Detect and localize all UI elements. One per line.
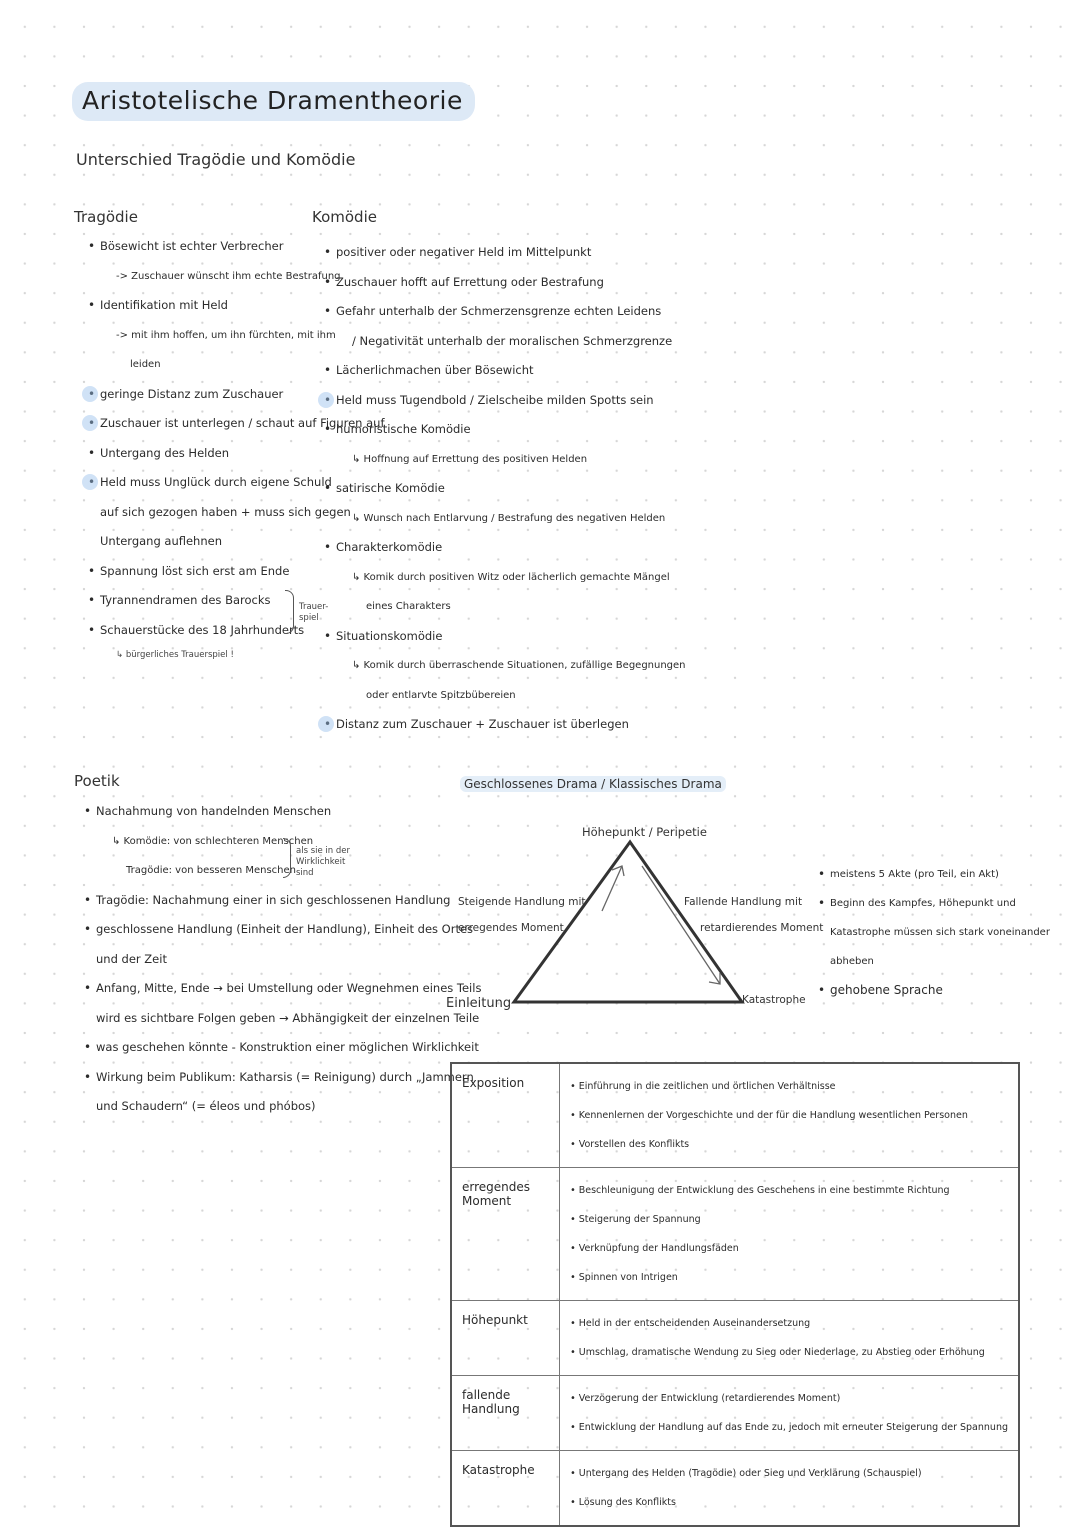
list-item: • Spannung löst sich erst am Ende: [86, 557, 385, 587]
list-item: -> mit ihm hoffen, um ihn fürchten, mit ihm: [116, 329, 336, 341]
note-item: • meistens 5 Akte (pro Teil, ein Akt): [816, 860, 1050, 889]
phase-description: [560, 1376, 1019, 1451]
bullet-icon: •: [570, 1110, 579, 1121]
phase-item: [570, 1413, 1008, 1442]
phase-item-text: Entwicklung der Handlung auf das Ende zu, jedoch mit erneuter Steigerung der Spannung: [578, 1422, 1008, 1433]
bullet-icon: •: [570, 1272, 579, 1283]
phase-item-text: Held in der entscheidenden Auseinandersetzung: [578, 1318, 811, 1329]
list-item: • Anfang, Mitte, Ende → bei Umstellung oder Wegnehmen eines Teils: [82, 974, 481, 1004]
section-subtitle: Unterschied Tragödie und Komödie: [76, 150, 356, 169]
list-item: • Zuschauer hofft auf Errettung oder Bestrafung: [322, 268, 686, 298]
falling-label-2: retardierendes Moment: [700, 922, 824, 934]
phase-item-text: Steigerung der Spannung: [578, 1214, 701, 1225]
end-label: Katastrophe: [742, 994, 806, 1006]
list-item: • was geschehen könnte - Konstruktion einer möglichen Wirklichkeit: [82, 1033, 481, 1063]
rising-label-2: erregendes Moment: [458, 922, 564, 934]
tragoedie-note: ↳ bürgerliches Trauerspiel !: [116, 650, 234, 660]
list-item: • Situationskomödie: [322, 622, 686, 652]
phase-item-text: Lösung des Konflikts: [578, 1497, 676, 1508]
list-item: • Lächerlichmachen über Bösewicht: [322, 356, 686, 386]
list-item: • Zuschauer ist unterlegen / schaut auf Figuren auf: [86, 409, 385, 439]
phase-description: [560, 1168, 1019, 1301]
bullet-icon: •: [570, 1468, 579, 1479]
bullet-icon: •: [570, 1185, 579, 1196]
bullet-icon: •: [570, 1081, 579, 1092]
phase-item: [570, 1263, 1008, 1292]
drama-notes: [816, 860, 1050, 1005]
note-item: • gehobene Sprache: [816, 976, 1050, 1005]
rising-arrow: [602, 866, 622, 911]
komoedie-list: [322, 238, 686, 740]
phase-item-text: Beschleunigung der Entwicklung des Geschehens in eine bestimmte Richtung: [578, 1185, 950, 1196]
bullet-icon: •: [570, 1422, 579, 1433]
list-item: • Charakterkomödie: [322, 533, 686, 563]
list-item: / Negativität unterhalb der moralischen Schmerzgrenze: [352, 333, 673, 348]
phase-item-text: Kennenlernen der Vorgeschichte und der für die Handlung wesentlichen Personen: [578, 1110, 968, 1121]
list-item: • satirische Komödie: [322, 474, 686, 504]
phase-item: [570, 1205, 1008, 1234]
bullet-icon: •: [570, 1139, 579, 1150]
note-item: abheben: [830, 956, 874, 967]
phase-name: Exposition: [451, 1063, 560, 1168]
list-item: • geringe Distanz zum Zuschauer: [86, 380, 385, 410]
list-item: • Held muss Unglück durch eigene Schuld: [86, 468, 385, 498]
phase-item-text: Verknüpfung der Handlungsfäden: [578, 1243, 739, 1254]
list-item: • Distanz zum Zuschauer + Zuschauer ist überlegen: [322, 710, 686, 740]
start-label: Einleitung: [446, 996, 512, 1011]
trauerspiel-label: Trauer-spiel: [299, 602, 329, 623]
komoedie-heading: Komödie: [312, 208, 377, 226]
phase-item-text: Einführung in die zeitlichen und örtlichen Verhältnisse: [578, 1081, 836, 1092]
phase-item: [570, 1072, 1008, 1101]
list-item: Untergang auflehnen: [100, 534, 223, 548]
list-item: • positiver oder negativer Held im Mittelpunkt: [322, 238, 686, 268]
list-item: • Tyrannendramen des Barocks: [86, 586, 385, 616]
phase-item: [570, 1176, 1008, 1205]
phase-item: [570, 1384, 1008, 1413]
bullet-icon: •: [570, 1497, 579, 1508]
poetik-list: [82, 797, 481, 1122]
list-item: ↳ Komödie: von schlechteren Menschen: [112, 835, 314, 847]
list-item: eines Charakters: [366, 601, 451, 612]
phase-description: [560, 1301, 1019, 1376]
phase-item-text: Untergang des Helden (Tragödie) oder Sieg und Verklärung (Schauspiel): [578, 1468, 922, 1479]
list-item: • Untergang des Helden: [86, 439, 385, 469]
poetik-heading: Poetik: [74, 772, 120, 790]
falling-label-1: Fallende Handlung mit: [684, 896, 803, 908]
phase-name: erregendes Moment: [451, 1168, 560, 1301]
list-item: • Tragödie: Nachahmung einer in sich geschlossenen Handlung: [82, 886, 481, 916]
list-item: wird es sichtbare Folgen geben → Abhängigkeit der einzelnen Teile: [96, 1010, 480, 1025]
apex-label: Höhepunkt / Peripetie: [582, 825, 707, 839]
phase-item-text: Vorstellen des Konflikts: [578, 1139, 690, 1150]
phase-item: [570, 1459, 1008, 1488]
poetik-brace-label: als sie in der Wirklichkeit sind: [296, 846, 350, 878]
note-item: • Beginn des Kampfes, Höhepunkt und: [816, 889, 1050, 918]
phase-item-text: Umschlag, dramatische Wendung zu Sieg oder Niederlage, zu Abstieg oder Erhöhung: [578, 1347, 985, 1358]
bullet-icon: •: [570, 1347, 579, 1358]
phase-name: Katastrophe: [451, 1451, 560, 1527]
phase-item-text: Verzögerung der Entwicklung (retardierendes Moment): [578, 1393, 841, 1404]
phase-name: fallende Handlung: [451, 1376, 560, 1451]
list-item: oder entlarvte Spitzbübereien: [366, 689, 516, 701]
phase-description: [560, 1451, 1019, 1527]
phase-item: [570, 1101, 1008, 1130]
table-row: [451, 1063, 1019, 1168]
list-item: leiden: [130, 359, 161, 370]
page-title: Aristotelische Dramentheorie: [72, 82, 475, 121]
list-item: und Schaudern“ (= éleos und phóbos): [96, 1099, 316, 1113]
list-item: ↳ Hoffnung auf Errettung des positiven Helden: [352, 453, 588, 465]
list-item: • geschlossene Handlung (Einheit der Handlung), Einheit des Ortes: [82, 915, 481, 945]
table-row: [451, 1301, 1019, 1376]
table-row: [451, 1168, 1019, 1301]
list-item: • Bösewicht ist echter Verbrecher: [86, 232, 385, 262]
list-item: • Gefahr unterhalb der Schmerzensgrenze echten Leidens: [322, 297, 686, 327]
table-row: [451, 1451, 1019, 1527]
list-item: • humoristische Komödie: [322, 415, 686, 445]
list-item: • Nachahmung von handelnden Menschen: [82, 797, 481, 827]
bullet-icon: •: [570, 1318, 579, 1329]
list-item: • Held muss Tugendbold / Zielscheibe milden Spotts sein: [322, 386, 686, 416]
phase-item: [570, 1338, 1008, 1367]
phase-item: [570, 1234, 1008, 1263]
drama-heading: Geschlossenes Drama / Klassisches Drama: [460, 776, 726, 792]
list-item: ↳ Wunsch nach Entlarvung / Bestrafung des negativen Helden: [352, 512, 666, 524]
phase-item: [570, 1130, 1008, 1159]
list-item: ↳ Komik durch positiven Witz oder lächerlich gemachte Mängel: [352, 571, 670, 583]
list-item: -> Zuschauer wünscht ihm echte Bestrafung: [116, 270, 341, 282]
list-item: Tragödie: von besseren Menschen: [126, 865, 297, 876]
list-item: • Schauerstücke des 18 Jahrhunderts: [86, 616, 385, 646]
trauerspiel-brace: [285, 590, 294, 634]
list-item: ↳ Komik durch überraschende Situationen, zufällige Begegnungen: [352, 660, 686, 671]
phase-name: Höhepunkt: [451, 1301, 560, 1376]
poetik-brace: [283, 838, 291, 878]
bullet-icon: •: [570, 1243, 579, 1254]
phase-item: [570, 1309, 1008, 1338]
note-item: Katastrophe müssen sich stark voneinander: [830, 927, 1050, 938]
bullet-icon: •: [570, 1214, 579, 1225]
list-item: und der Zeit: [96, 951, 167, 966]
rising-label-1: Steigende Handlung mit: [458, 896, 586, 908]
list-item: auf sich gezogen haben + muss sich gegen: [100, 504, 351, 519]
bullet-icon: •: [570, 1393, 579, 1404]
table-row: [451, 1376, 1019, 1451]
list-item: • Wirkung beim Publikum: Katharsis (= Reinigung) durch „Jammern: [82, 1063, 481, 1093]
phases-table: [450, 1062, 1020, 1527]
phase-description: [560, 1063, 1019, 1168]
phase-item: [570, 1488, 1008, 1517]
list-item: • Identifikation mit Held: [86, 291, 385, 321]
phase-item-text: Spinnen von Intrigen: [578, 1272, 678, 1283]
tragoedie-heading: Tragödie: [74, 208, 138, 226]
